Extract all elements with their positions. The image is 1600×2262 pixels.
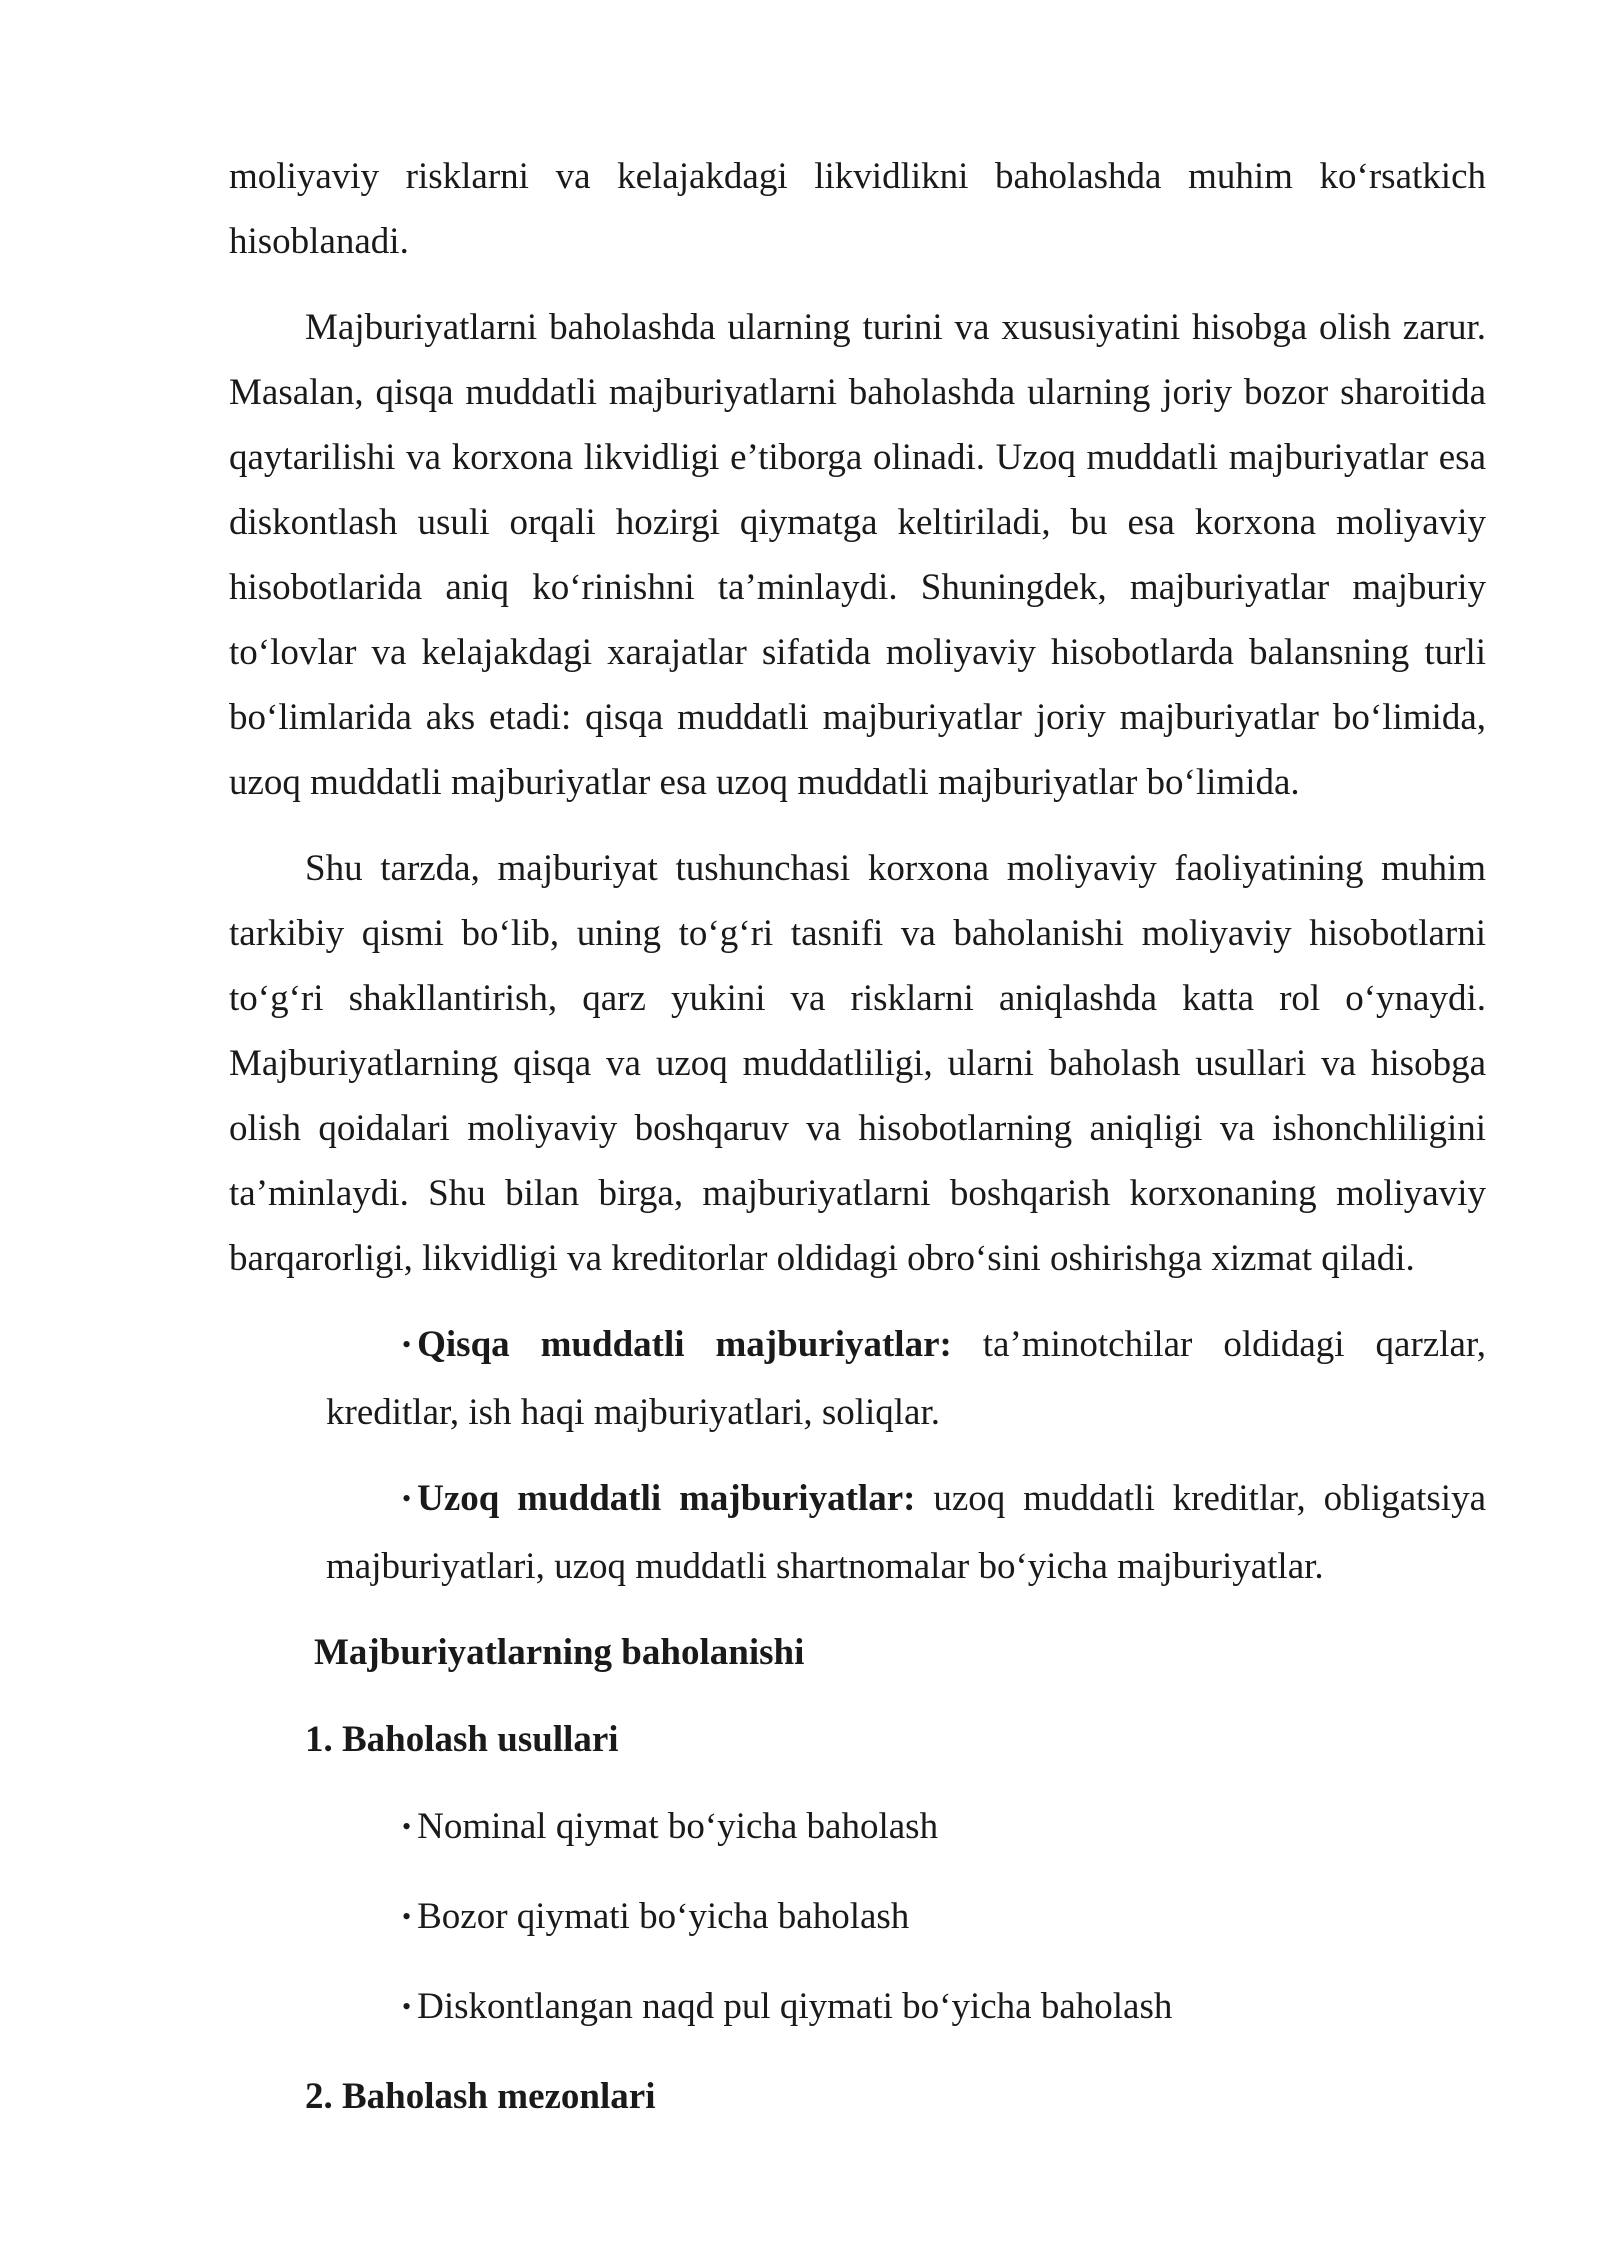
definition-term: Qisqa muddatli majburiyatlar: bbox=[417, 1324, 952, 1365]
bullet-icon: • bbox=[402, 1330, 412, 1359]
subheading-methods: 1. Baholash usullari bbox=[305, 1719, 619, 1760]
list-item bbox=[402, 1794, 1486, 1862]
bullet-icon: • bbox=[402, 1812, 412, 1841]
definition-text: uzoq muddatli kreditlar, obligatsiya majburiyatlari, uzoq muddatli shartnomalar bo‘yicha majburiyatlar. bbox=[326, 1478, 1487, 1587]
list-item-text: Diskontlangan naqd pul qiymati bo‘yicha baholash bbox=[417, 1986, 1173, 2027]
section-heading: Majburiyatlarning baholanishi bbox=[314, 1632, 805, 1673]
paragraph-summary: Shu tarzda, majburiyat tushunchasi korxona moliyaviy faoliyatining muhim tarkibiy qismi bo‘lib, uning to‘g‘ri tasnifi va baholanishi moliyaviy hisobotlarni to‘g‘ri shakllantirish, qarz yukini va risklarni aniqlashda katta rol o‘ynaydi. Majburiyatlarning qisqa va uzoq muddatliligi, ularni baholash usullari va hisobga olish qoidalari moliyaviy boshqaruv va hisobotlarning aniqligi va ishonchliligini ta’minlaydi. Shu bilan birga, majburiyatlarni boshqarish korxonaning moliyaviy barqarorligi, likvidligi va kreditorlar oldidagi obro‘sini oshirishga xizmat qiladi. bbox=[229, 848, 1486, 1279]
list-item-text: Nominal qiymat bo‘yicha baholash bbox=[417, 1806, 939, 1847]
bullet-icon: • bbox=[402, 1484, 412, 1513]
page-content bbox=[229, 144, 1486, 2151]
definition-term: Uzoq muddatli majburiyatlar: bbox=[417, 1478, 916, 1519]
list-item-text: Bozor qiymati bo‘yicha baholash bbox=[417, 1896, 910, 1937]
list-item bbox=[402, 1974, 1486, 2042]
definition-long-term bbox=[326, 1466, 1486, 1599]
list-item bbox=[402, 1884, 1486, 1952]
definition-short-term bbox=[326, 1312, 1486, 1445]
paragraph-continuation: moliyaviy risklarni va kelajakdagi likvidlikni baholashda muhim ko‘rsatkich hisoblanadi. bbox=[229, 156, 1486, 262]
paragraph-valuation-types: Majburiyatlarni baholashda ularning turini va xususiyatini hisobga olish zarur. Masalan, qisqa muddatli majburiyatlarni baholashda ularning joriy bozor sharoitida qaytarilishi va korxona likvidligi e’tiborga olinadi. Uzoq muddatli majburiyatlar esa diskontlash usuli orqali hozirgi qiymatga keltiriladi, bu esa korxona moliyaviy hisobotlarida aniq ko‘rinishni ta’minlaydi. Shuningdek, majburiyatlar majburiy to‘lovlar va kelajakdagi xarajatlar sifatida moliyaviy hisobotlarda balansning turli bo‘limlarida aks etadi: qisqa muddatli majburiyatlar joriy majburiyatlar bo‘limida, uzoq muddatli majburiyatlar esa uzoq muddatli majburiyatlar bo‘limida. bbox=[229, 307, 1486, 803]
definition-text: ta’minotchilar oldidagi qarzlar, kreditlar, ish haqi majburiyatlari, soliqlar. bbox=[326, 1324, 1486, 1433]
bullet-icon: • bbox=[402, 1992, 412, 2021]
subheading-criteria: 2. Baholash mezonlari bbox=[305, 2076, 656, 2117]
bullet-icon: • bbox=[402, 1902, 412, 1931]
